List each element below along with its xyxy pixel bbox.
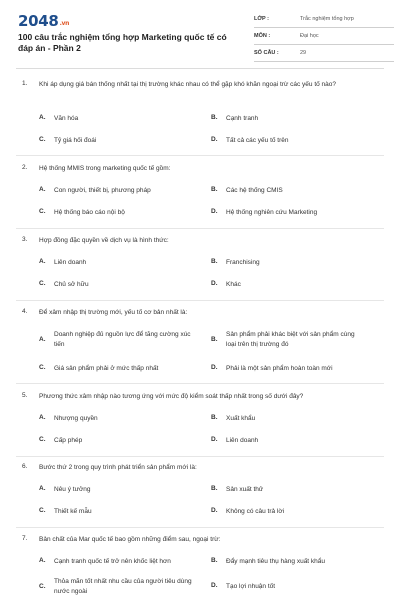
option-letter: D. <box>211 582 218 589</box>
option-text: Thiết kế mẫu <box>54 508 92 515</box>
question-number: 5. <box>22 392 28 399</box>
question-separator <box>16 383 384 384</box>
option-letter: D. <box>211 364 218 371</box>
option-letter: B. <box>211 336 218 343</box>
meta-label: LỚP : <box>254 16 269 22</box>
option-letter: C. <box>39 136 46 143</box>
option-text: Hệ thống báo cáo nội bộ <box>54 209 125 216</box>
option-text: Xuất khẩu <box>226 415 256 422</box>
question-7 <box>16 535 384 599</box>
meta-value: Đại học <box>300 33 319 39</box>
option-letter: A. <box>39 258 46 265</box>
option-text: Đẩy mạnh tiêu thụ hàng xuất khẩu <box>226 558 326 565</box>
option-text: Các hệ thống CMIS <box>226 187 283 194</box>
option-letter: D. <box>211 136 218 143</box>
option-text: Không có câu trả lời <box>226 508 285 515</box>
option-text: Franchising <box>226 259 260 266</box>
option-letter: D. <box>211 208 218 215</box>
option-text: Nêu ý tưởng <box>54 486 91 493</box>
option-letter: A. <box>39 336 46 343</box>
option-text: Tỷ giá hối đoái <box>54 137 97 144</box>
option-letter: D. <box>211 280 218 287</box>
option-letter: C. <box>39 436 46 443</box>
option-letter: B. <box>211 258 218 265</box>
site-logo[interactable] <box>18 12 69 30</box>
option-text: Liên doanh <box>54 259 87 266</box>
option-letter: B. <box>211 485 218 492</box>
option-letter: C. <box>39 364 46 371</box>
meta-row-count <box>254 48 394 62</box>
meta-row-subject <box>254 31 394 45</box>
question-separator <box>16 300 384 301</box>
option-text: Tạo lợi nhuận tốt <box>226 583 276 590</box>
meta-value: Trắc nghiệm tổng hợp <box>300 16 354 22</box>
question-number: 6. <box>22 463 28 470</box>
option-text: Phải là một sản phẩm hoàn toàn mới <box>226 365 333 372</box>
question-text: Hệ thống MMIS trong marketing quốc tế gồm: <box>39 165 171 172</box>
question-separator <box>16 527 384 528</box>
question-number: 4. <box>22 308 28 315</box>
meta-label: SỐ CÂU : <box>254 50 279 56</box>
option-letter: C. <box>39 208 46 215</box>
question-number: 7. <box>22 535 28 542</box>
question-number: 2. <box>22 164 28 171</box>
question-separator <box>16 456 384 457</box>
option-letter: D. <box>211 507 218 514</box>
option-letter: A. <box>39 114 46 121</box>
option-letter: B. <box>211 114 218 121</box>
option-letter: A. <box>39 557 46 564</box>
meta-row-class <box>254 14 394 28</box>
option-letter: A. <box>39 485 46 492</box>
option-letter: A. <box>39 414 46 421</box>
option-letter: B. <box>211 414 218 421</box>
meta-label: MÔN : <box>254 33 271 39</box>
logo-main: 2048 <box>18 12 59 30</box>
question-number: 3. <box>22 236 28 243</box>
option-text: Thỏa mãn tốt nhất nhu cầu của người tiêu dùng nước ngoài <box>54 578 192 595</box>
meta-value: 29 <box>300 50 307 56</box>
option-text: Cạnh tranh <box>226 115 259 122</box>
question-3 <box>16 236 384 296</box>
question-number: 1. <box>22 80 28 87</box>
option-text: Chủ sở hữu <box>54 281 89 288</box>
option-text: Con người, thiết bị, phương pháp <box>54 187 151 194</box>
question-5 <box>16 392 384 452</box>
question-2 <box>16 164 384 224</box>
option-text: Cấp phép <box>54 437 83 444</box>
question-text: Bước thứ 2 trong quy trình phát triển sản phẩm mới là: <box>39 464 197 471</box>
document-title: 100 câu trắc nghiệm tổng hợp Marketing quốc tế có đáp án - Phần 2 <box>18 32 227 53</box>
option-text: Liên doanh <box>226 437 259 444</box>
option-letter: B. <box>211 557 218 564</box>
option-letter: C. <box>39 507 46 514</box>
option-text: Cạnh tranh quốc tế trở nên khốc liệt hơn <box>54 558 171 565</box>
meta-info <box>254 14 394 65</box>
question-text: Bản chất của Mar quốc tế bao gồm những điểm sau, ngoại trừ: <box>39 536 221 543</box>
option-letter: C. <box>39 280 46 287</box>
option-text: Hệ thống nghiên cứu Marketing <box>226 209 318 216</box>
question-separator <box>16 228 384 229</box>
logo-suffix: .vn <box>59 20 70 27</box>
option-text: Giá sản phẩm phải ở mức thấp nhất <box>54 365 159 372</box>
option-letter: B. <box>211 186 218 193</box>
option-text: Nhượng quyền <box>54 415 98 422</box>
question-6 <box>16 463 384 523</box>
question-1 <box>16 80 384 150</box>
option-letter: C. <box>39 583 46 590</box>
question-text: Phương thức xâm nhập nào tương ứng với mức độ kiểm soát thấp nhất trong số dưới đây? <box>39 393 304 400</box>
header-divider <box>16 68 384 69</box>
document-header <box>16 10 384 60</box>
option-text: Sản xuất thử <box>226 486 264 493</box>
option-text: Văn hóa <box>54 115 79 122</box>
question-text: Hợp đồng đặc quyền về dịch vụ là hình thức: <box>39 237 169 244</box>
option-letter: A. <box>39 186 46 193</box>
option-text: Tất cả các yếu tố trên <box>226 137 289 144</box>
option-text: Sản phẩm phải khác biệt với sản phẩm cùng loại trên thị trường đó <box>226 331 355 348</box>
question-separator <box>16 155 384 156</box>
option-text: Doanh nghiệp đủ nguồn lực để tăng cường xúc tiến <box>54 331 191 348</box>
question-text: Khi áp dụng giá bán thống nhất tại thị trường khác nhau có thể gặp khó khăn ngoại trừ các yếu tố nào? <box>39 81 337 88</box>
question-4 <box>16 308 384 380</box>
option-text: Khác <box>226 281 241 288</box>
question-text: Để xâm nhập thị trường mới, yếu tố cơ bản nhất là: <box>39 309 188 316</box>
option-letter: D. <box>211 436 218 443</box>
